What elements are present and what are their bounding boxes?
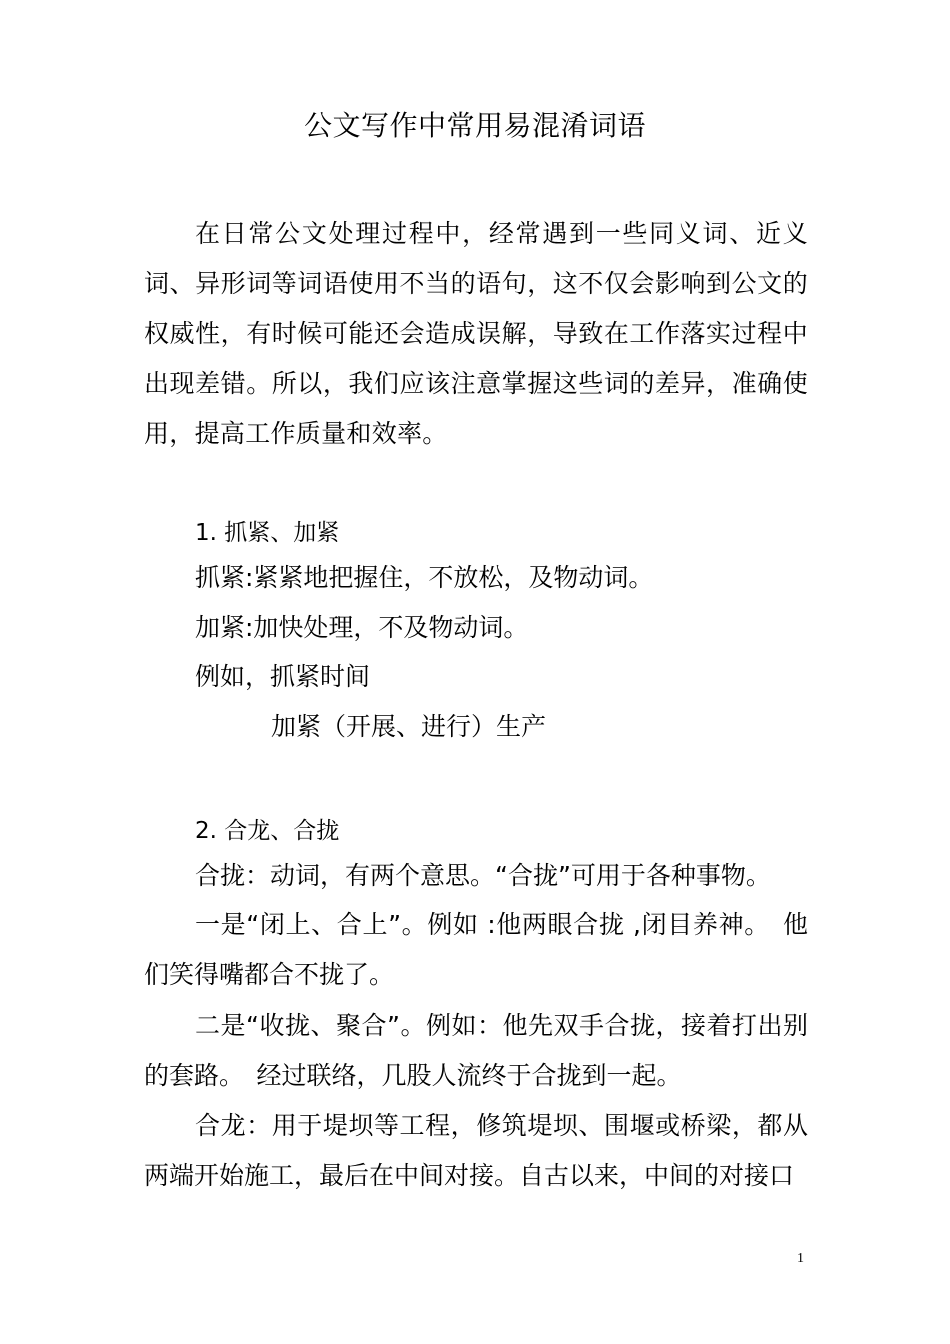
section-2-definition-helong-hands: 合拢：动词，有两个意思。“合拢”可用于各种事物。 xyxy=(195,861,771,890)
document-title: 公文写作中常用易混淆词语 xyxy=(303,109,646,142)
page-number: 1 xyxy=(797,1251,804,1266)
section-1-example-2: 加紧（开展、进行）生产 xyxy=(271,712,547,741)
section-1-definition-jiajin: 加紧:加快处理，不及物动词。 xyxy=(195,613,529,642)
section-2-meaning-2: 二是“收拢、聚合”。例如：他先双手合拢，接着打出别的套路。 经过联络，几股人流终于合拢到一起。 xyxy=(144,1011,808,1090)
section-1-definition-zhuajin: 抓紧:紧紧地把握住，不放松，及物动词。 xyxy=(195,563,654,592)
section-1-example-1: 例如，抓紧时间 xyxy=(195,662,371,691)
intro-paragraph: 在日常公文处理过程中，经常遇到一些同义词、近义词、异形词等词语使用不当的语句，这不仅会影响到公文的权威性，有时候可能还会造成误解，导致在工作落实过程中出现差错。所以，我们应该注意掌握这些词的差异，准确使用，提高工作质量和效率。 xyxy=(144,219,808,448)
section-2-heading: 2. 合龙、合拢 xyxy=(195,818,340,844)
section-2-definition-helong-dam: 合龙：用于堤坝等工程，修筑堤坝、围堰或桥梁，都从两端开始施工，最后在中间对接。自古以来，中间的对接口 xyxy=(144,1111,808,1190)
section-1-heading: 1. 抓紧、加紧 xyxy=(195,520,340,546)
section-2-meaning-1: 一是“闭上、合上”。例如 :他两眼合拢 ,闭目养神。 他们笑得嘴都合不拢了。 xyxy=(144,910,808,989)
